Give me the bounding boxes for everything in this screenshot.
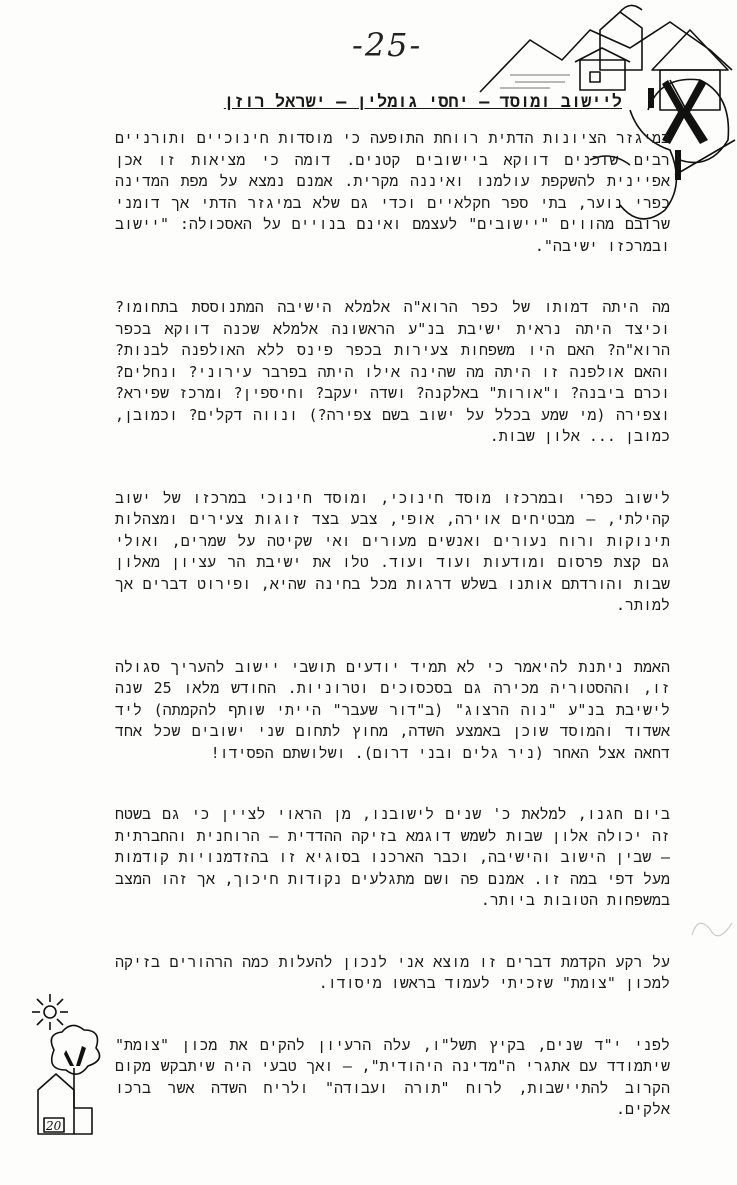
paragraph-5: ביום חגנו, למלאת כ' שנים לישובנו, מן הראוי לציין כי גם בשטח זה יכולה אלון שבות לשמש דוגמא בזיקה ההדדית – הרוחנית והחברתית – שבין הישוב והישיבה, וכבר הארכנו בסוגיא זו בהזדמנויות קודמות מעל דפי במה זו. אמנם פה ושם מתגלעים נקודות חיכוך, אך זהו המצב במשפחות הטובות ביותר. <box>115 805 670 909</box>
article-title: ליישוב ומוסד – יחסי גומלין – ישראל רוזן <box>223 92 622 112</box>
sun-house-illustration <box>22 990 112 1140</box>
paragraph-2: מה היתה דמותו של כפר הרוא"ה אלמלא הישיבה המתנוססת בתחומו? וכיצד היתה נראית ישיבת בנ"ע הראשונה אלמלא שכנה דווקא בכפר הרוא"ה? האם היו משפחות צעירות בכפר פינס ללא האולפנה לבנות? והאם אולפנה זו היתה מה שהינה אילו היתה בפרבר עירוני? ונחלים? וכרם ביבנה? ו"אורות" באלקנה? ושדה יעקב? וחיספין? ומרכז שפירא? וצפירה (מי שמע בכלל על ישוב בשם צפירה?) ונווה דקלים? וכמובן, כמובן ... אלון שבות. <box>115 298 670 445</box>
paragraph-4: האמת ניתנת להיאמר כי לא תמיד יודעים תושבי יישוב להעריך סגולה זו, וההסטוריה מכירה גם בסכסוכים וטרוניות. החודש מלאו 25 שנה לישיבת בנ"ע "נוה הרצוג" (ב"דור שעבר" הייתי שותף להקמתה) ליד אשדוד והמוסד שוכן באמצע השדה, מחוץ לתחום שני ישובים שכל אחד דחאה אצל האחר (ניר גלים ובני דרום). ושלושתם הפסידו! <box>115 657 670 762</box>
logo-number: 20 <box>46 1119 62 1133</box>
paragraph-3: לישוב כפרי ובמרכזו מוסד חינוכי, ומוסד חינוכי במרכזו של ישוב קהילתי, – מבטיחים אוירה, אופי, צבע בצד זוגות צעירים ומצהלות תינוקות ורוח נעורים ואנשים מעורים ואי שקיטה על שמרים, ואולי גם קצת פרסום ומודעות ועוד ועוד. טלו את ישיבת הר עציון מאלון שבות והורדתם אותנו בשלש דרגות מכל בחינה שהיא, ופירוט דברים אך למותר. <box>115 488 670 614</box>
paragraph-1: במיגזר הציונות הדתית רווחת התופעה כי מוסדות חינוכיים ותורניים רבים שוכנים דווקא ביישובים קטנים. דומה כי מציאות זו אכן אפיינית להשקפת עולמנו ואיננה מקרית. אמנם נמצא על מפת המדינה כפרי נוער, בתי ספר חקלאיים וכדי גם שלא במיגזר הדתי אך דומני שרובם מהווים "יישובים" לעצמם ואינם בנויים על האסכולה: "יישוב ובמרכזו ישיבה". <box>115 129 670 255</box>
paragraph-7: לפני י"ד שנים, בקיץ תשל"ו, עלה הרעיון להקים את מכון "צומת" שיתמודד עם אתגרי ה"מדינה היהודית", – ואך טבעי היה שיתבקש מקום הקרוב להתיישבות, לרוח "תורה ועבודה" ולריח השדה אשר ברכו אלקים. <box>115 1035 670 1118</box>
article-body <box>115 128 670 1161</box>
page-number: -25- <box>352 26 423 64</box>
paragraph-6: על רקע הקדמת דברים זו מוצא אני לנכון להעלות כמה הרהורים בזיקה למכון "צומת" שזכיתי לעמוד בראשו מיסודו. <box>115 952 670 992</box>
margin-smudge <box>688 905 736 955</box>
